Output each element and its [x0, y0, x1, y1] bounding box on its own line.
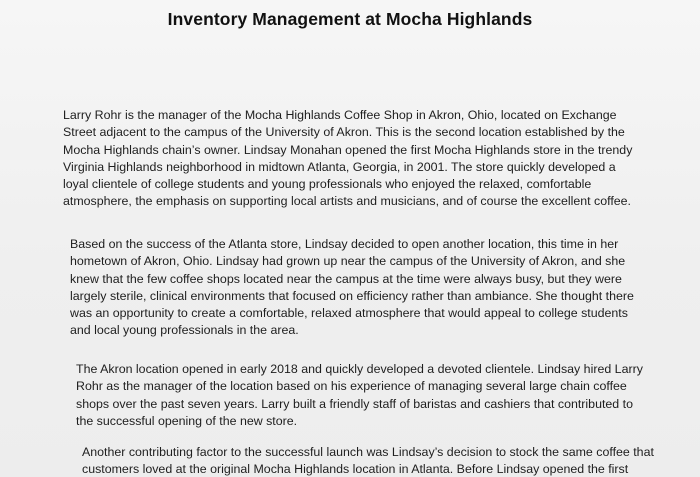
paragraph	[82, 444, 654, 477]
text-line: loyal clientele of college students and young professionals who enjoyed the relaxed, comfortable	[63, 177, 592, 192]
text-line: Virginia Highlands neighborhood in midtown Atlanta, Georgia, in 2001. The store quickly developed a	[63, 159, 616, 174]
text-line: The Akron location opened in early 2018 and quickly developed a devoted clientele. Lindsay hired Larry	[76, 362, 643, 376]
text-line: shops over the past seven years. Larry built a friendly staff of baristas and cashiers that contributed to	[76, 396, 633, 411]
text-line: the successful opening of the new store.	[76, 413, 298, 428]
text-line: Rohr as the manager of the location based on his experience of managing several large chain coffee	[76, 379, 627, 394]
text-line: was an opportunity to create a comfortable, relaxed atmosphere that would appeal to college students	[70, 306, 628, 321]
text-line: atmosphere, the emphasis on supporting local artists and musicians, and of course the excellent coffee.	[63, 194, 631, 209]
text-line: Based on the success of the Atlanta store, Lindsay decided to open another location, this time in her	[70, 237, 619, 251]
document-title: Inventory Management at Mocha Highlands	[167, 9, 533, 29]
text-line: hometown of Akron, Ohio. Lindsay had grown up near the campus of the University of Akron, and she	[70, 254, 626, 269]
text-line: largely sterile, clinical environments that focused on efficiency rather than ambiance. She thought there	[70, 288, 634, 303]
paragraph	[63, 107, 632, 211]
text-line: knew that the few coffee shops located near the campus at the time were always busy, but they were	[70, 271, 622, 286]
text-line: customers loved at the original Mocha Highlands location in Atlanta. Before Lindsay opened the first	[82, 462, 629, 477]
paragraph	[76, 361, 643, 430]
text-line: and local young professionals in the area.	[70, 323, 299, 338]
text-line: Mocha Highlands chain’s owner. Lindsay Monahan opened the first Mocha Highlands store in the trendy	[63, 142, 633, 157]
paragraph	[70, 236, 634, 340]
text-line: Street adjacent to the campus of the University of Akron. This is the second location established by the	[63, 125, 625, 140]
text-line: Larry Rohr is the manager of the Mocha Highlands Coffee Shop in Akron, Ohio, located on Exchange	[63, 108, 617, 122]
text-line: Another contributing factor to the successful launch was Lindsay’s decision to stock the same coffee that	[82, 445, 654, 459]
